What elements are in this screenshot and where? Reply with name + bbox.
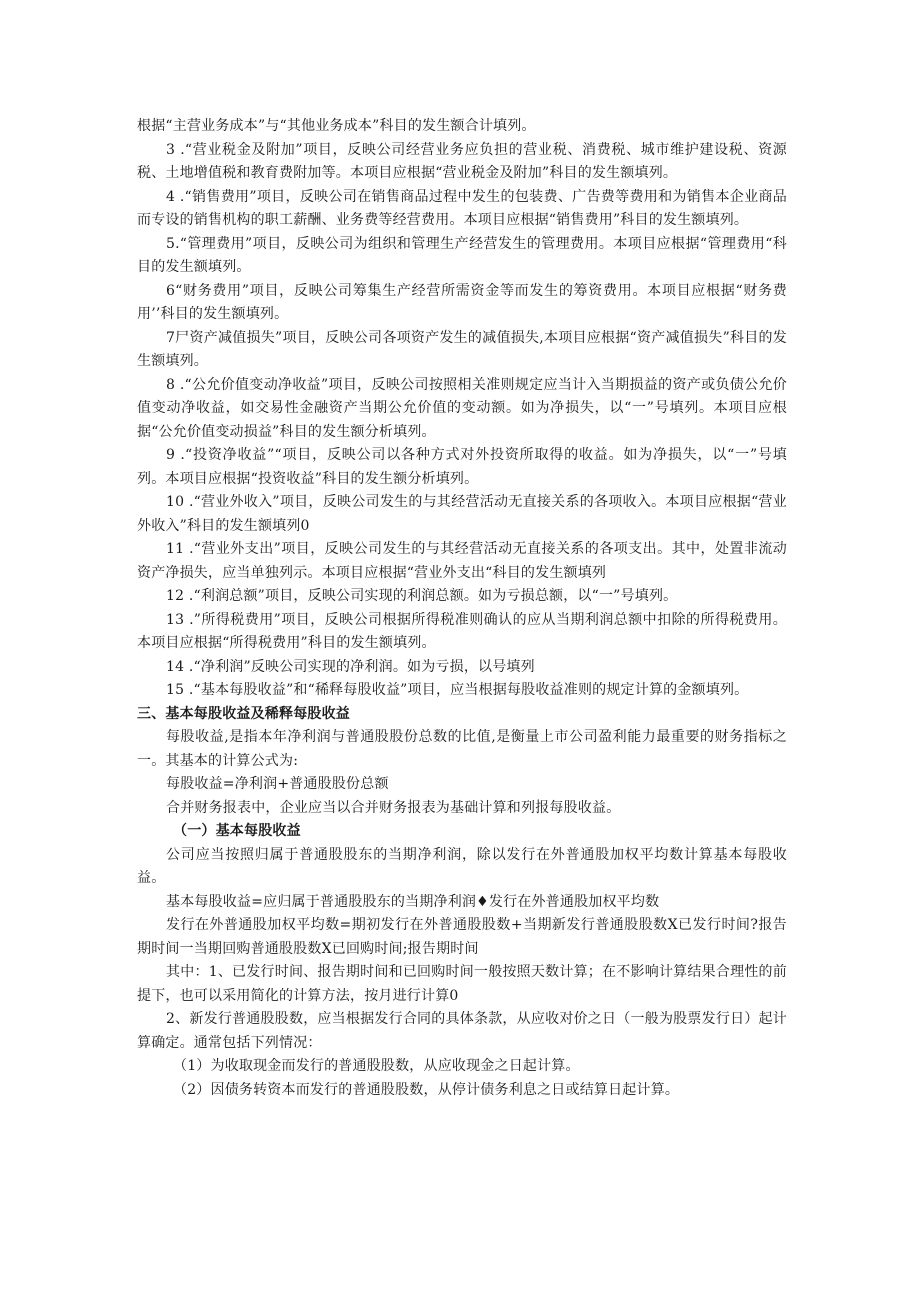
paragraph-item-9: 9 .“投资净收益”“项目，反映公司以各种方式对外投资所取得的收益。如为净损失，以“一”号填列。本项目应根据“投资收益”科目的发生额分析填列。 bbox=[137, 447, 787, 487]
paragraph-item-6: 6“财务费用”项目，反映公司筹集生产经营所需资金等而发生的筹资费用。本项目应根据“财务费用’’科目的发生额填列。 bbox=[137, 282, 787, 322]
paragraph-item-10: 10 .“营业外收入”项目，反映公司发生的与其经营活动无直接关系的各项收入。本项目应根据“营业外收入”科目的发生额填列0 bbox=[137, 494, 787, 534]
paragraph-item-8: 8 .“公允价值变动净收益”项目，反映公司按照相关准则规定应当计入当期损益的资产或负债公允价值变动净收益，如交易性金融资产当期公允价值的变动额。如为净损失，以“一”号填列。本项目应根据“公允价值变动损益”科目的发生额分析填列。 bbox=[137, 376, 787, 440]
paragraph-eps-consolidated: 合并财务报表中，企业应当以合并财务报表为基础计算和列报每股收益。 bbox=[166, 799, 621, 816]
paragraph-item-13: 13 .”所得税费用”项目，反映公司根据所得税准则确认的应从当期利润总额中扣除的所得税费用。本项目应根据“所得税费用”科目的发生额填列。 bbox=[137, 611, 787, 651]
paragraph-item-11: 11 .“营业外支出”项目，反映公司发生的与其经营活动无直接关系的各项支出。其中，处置非流动资产净损失，应当单独列示。本项目应根据“营业外支出“科目的发生额填列 bbox=[137, 541, 787, 581]
paragraph-item-12: 12 .“利润总额”项目，反映公司实现的利润总额。如为亏损总额，以“一”号填列。 bbox=[166, 588, 678, 604]
paragraph-weighted-average: 发行在外普通股加权平均数=期初发行在外普通股股数+当期新发行普通股股数X已发行时间?报告期时间一当期回购普通股股数X已回购时间;报告期时间 bbox=[137, 917, 787, 957]
paragraph-item-14: 14 .“净利润”反映公司实现的净利润。如为亏损，以号填列 bbox=[166, 658, 535, 675]
paragraph-item-15: 15 .“基本每股收益”和“稀释每股收益”项目，应当根据每股收益准则的规定计算的金额填列。 bbox=[166, 682, 749, 698]
document-body bbox=[137, 115, 787, 1102]
paragraph-case-1: （1）为收取现金而发行的普通股股数，从应收现金之日起计算。 bbox=[173, 1058, 580, 1074]
paragraph-item-4: 4 .“销售费用”项目，反映公司在销售商品过程中发生的包装费、广告费等费用和为销售本企业商品而专设的销售机构的职工薪酬、业务费等经营费用。本项目应根据“销售费用”科目的发生额填列。 bbox=[137, 188, 787, 228]
paragraph-item-5: 5.“管理费用”项目，反映公司为组织和管理生产经营发生的管理费用。本项目应根据“管理费用“科目的发生额填列。 bbox=[137, 235, 787, 275]
paragraph-basic-1: 公司应当按照归属于普通股股东的当期净利润，除以发行在外普通股加权平均数计算基本每股收益。 bbox=[137, 846, 787, 886]
section-heading-eps: 三、基本每股收益及稀释每股收益 bbox=[137, 705, 350, 722]
paragraph-eps-intro: 每股收益,是指本年净利润与普通股股份总数的比值,是衡量上市公司盈利能力最重要的财务指标之一。其基本的计算公式为: bbox=[137, 729, 787, 769]
subsection-heading-basic-eps: （一）基本每股收益 bbox=[173, 823, 301, 839]
paragraph-note-2: 2、新发行普通股股数，应当根据发行合同的具体条款，从应收对价之日（一般为股票发行日）起计算确定。通常包括下列情况： bbox=[137, 1011, 787, 1051]
paragraph-basic-formula: 基本每股收益=应归属于普通股股东的当期净利润♦发行在外普通股加权平均数 bbox=[166, 893, 660, 910]
paragraph-cost-continued: 根据“主营业务成本”与“其他业务成本”科目的发生额合计填列。 bbox=[137, 118, 536, 134]
paragraph-item-7: 7尸资产减值损失”项目，反映公司各项资产发生的减值损失,本项目应根据“资产减值损失”科目的发生额填列。 bbox=[137, 329, 787, 369]
paragraph-item-3: 3 .“营业税金及附加”项目，反映公司经营业务应负担的营业税、消费税、城市维护建设税、资源税、土地增值税和教育费附加等。本项目应根据“营业税金及附加”科目的发生额填列。 bbox=[137, 141, 787, 181]
paragraph-note-1: 其中：1、已发行时间、报告期时间和已回购时间一般按照天数计算；在不影响计算结果合理性的前提下，也可以采用简化的计算方法，按月进行计算0 bbox=[137, 964, 787, 1004]
paragraph-eps-formula: 每股收益=净利润+普通股股份总额 bbox=[166, 776, 389, 792]
paragraph-case-2: （2）因债务转资本而发行的普通股股数，从停计债务利息之日或结算日起计算。 bbox=[173, 1081, 680, 1098]
